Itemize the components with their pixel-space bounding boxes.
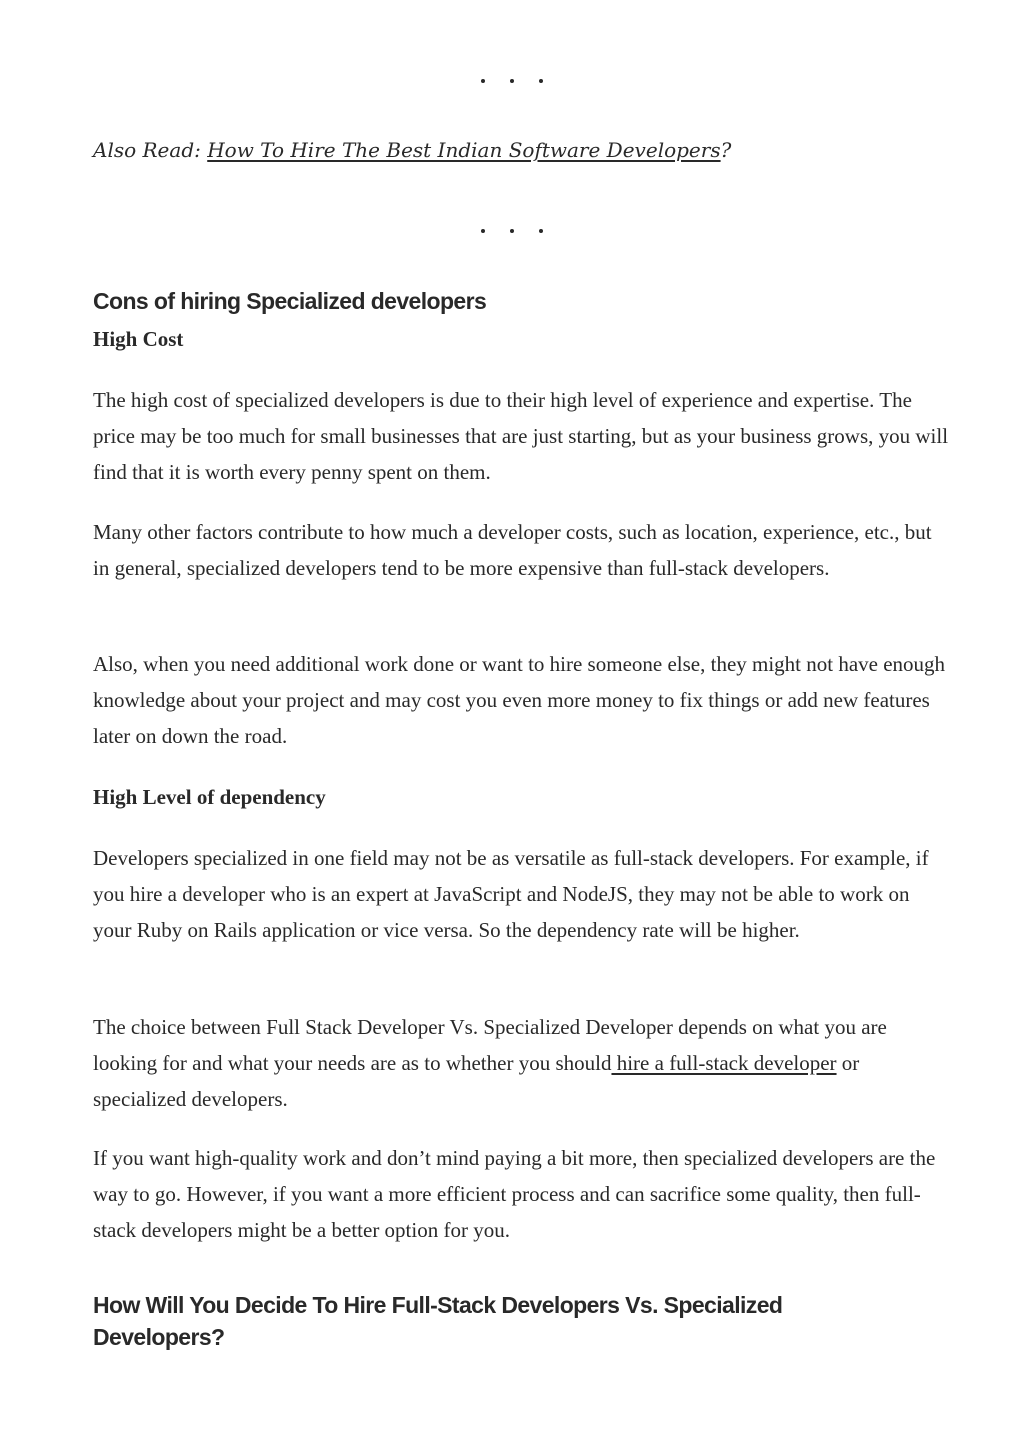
separator-dot [481, 79, 485, 83]
also-read-link[interactable]: How To Hire The Best Indian Software Developers [207, 138, 721, 162]
choice-text-after: or specialized developers. [93, 1051, 860, 1111]
also-read-suffix: ? [720, 138, 732, 162]
high-cost-subheading: High Cost [93, 327, 184, 351]
paragraph-dependency: Developers specialized in one field may not be as versatile as full-stack developers. For example, if you hire a developer who is an expert at JavaScript and NodeJS, they may not be able to work on your Ruby on Rails application or vice versa. So the dependency rate will be higher. [93, 846, 929, 942]
also-read-line [93, 136, 731, 164]
paragraph-quality: If you want high-quality work and don’t mind paying a bit more, then specialized developers are the way to go. However, if you want a more efficient process and can sacrifice some quality, then full-stack developers might be a better option for you. [93, 1146, 936, 1242]
paragraph-additional-work: Also, when you need additional work done or want to hire someone else, they might not have enough knowledge about your project and may cost you even more money to fix things or add new features later on down the road. [93, 652, 946, 748]
paragraph-choice [93, 1009, 953, 1117]
paragraph-high-cost: The high cost of specialized developers is due to their high level of experience and expertise. The price may be too much for small businesses that are just starting, but as your business grows, you will find that it is worth every penny spent on them. [93, 388, 949, 484]
decide-heading: How Will You Decide To Hire Full-Stack Developers Vs. Specialized Developers? [93, 1292, 783, 1350]
section-separator-top [0, 70, 1024, 90]
paragraph-cost-factors: Many other factors contribute to how much a developer costs, such as location, experience, etc., but in general, specialized developers tend to be more expensive than full-stack developers. [93, 520, 932, 580]
cons-heading: Cons of hiring Specialized developers [93, 288, 487, 314]
separator-dot [510, 229, 514, 233]
also-read-prefix: Also Read: [93, 138, 208, 162]
choice-text-before: The choice between Full Stack Developer Vs. Specialized Developer depends on what you are looking for and what your needs are as to whether you should [93, 1015, 887, 1075]
separator-dot [481, 229, 485, 233]
dependency-subheading: High Level of dependency [93, 785, 326, 809]
separator-dot [539, 79, 543, 83]
separator-dot [510, 79, 514, 83]
hire-full-stack-link[interactable]: hire a full-stack developer [611, 1051, 837, 1075]
separator-dot [539, 229, 543, 233]
section-separator-bottom [0, 220, 1024, 240]
